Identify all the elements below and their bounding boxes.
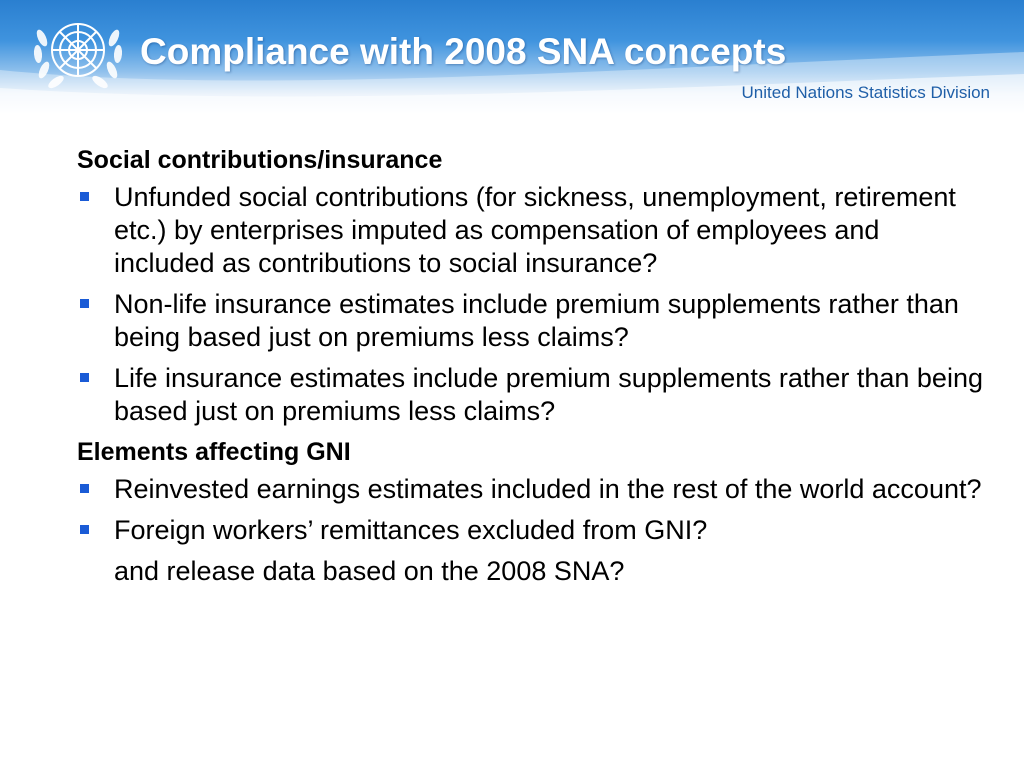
square-bullet-icon: [80, 192, 89, 201]
square-bullet-icon: [80, 373, 89, 382]
slide-header: [0, 0, 1024, 115]
square-bullet-icon: [80, 525, 89, 534]
bullet-item: [77, 514, 987, 547]
slide-title: Compliance with 2008 SNA concepts: [140, 31, 787, 72]
organization-name: United Nations Statistics Division: [741, 83, 990, 102]
bullet-text: Non-life insurance estimates include premium supplements rather than being based just on premiums less claims?: [114, 289, 959, 352]
bullet-text: Reinvested earnings estimates included in the rest of the world account?: [114, 474, 982, 504]
section-heading: Elements affecting GNI: [77, 438, 351, 466]
closing-text: and release data based on the 2008 SNA?: [114, 556, 625, 586]
bullet-text: Life insurance estimates include premium supplements rather than being based just on premiums less claims?: [114, 363, 983, 426]
un-emblem-icon: [28, 8, 128, 96]
slide-body: [77, 144, 987, 588]
bullet-item: [77, 288, 987, 354]
bullet-text: Unfunded social contributions (for sickness, unemployment, retirement etc.) by enterprises imputed as compensation of employees and included as contributions to social insurance?: [114, 182, 956, 278]
bullet-item: [77, 362, 987, 428]
bullet-text: Foreign workers’ remittances excluded from GNI?: [114, 515, 708, 545]
square-bullet-icon: [80, 299, 89, 308]
square-bullet-icon: [80, 484, 89, 493]
bullet-item: [77, 181, 987, 280]
section-heading: Social contributions/insurance: [77, 146, 443, 174]
bullet-item: [77, 473, 987, 506]
